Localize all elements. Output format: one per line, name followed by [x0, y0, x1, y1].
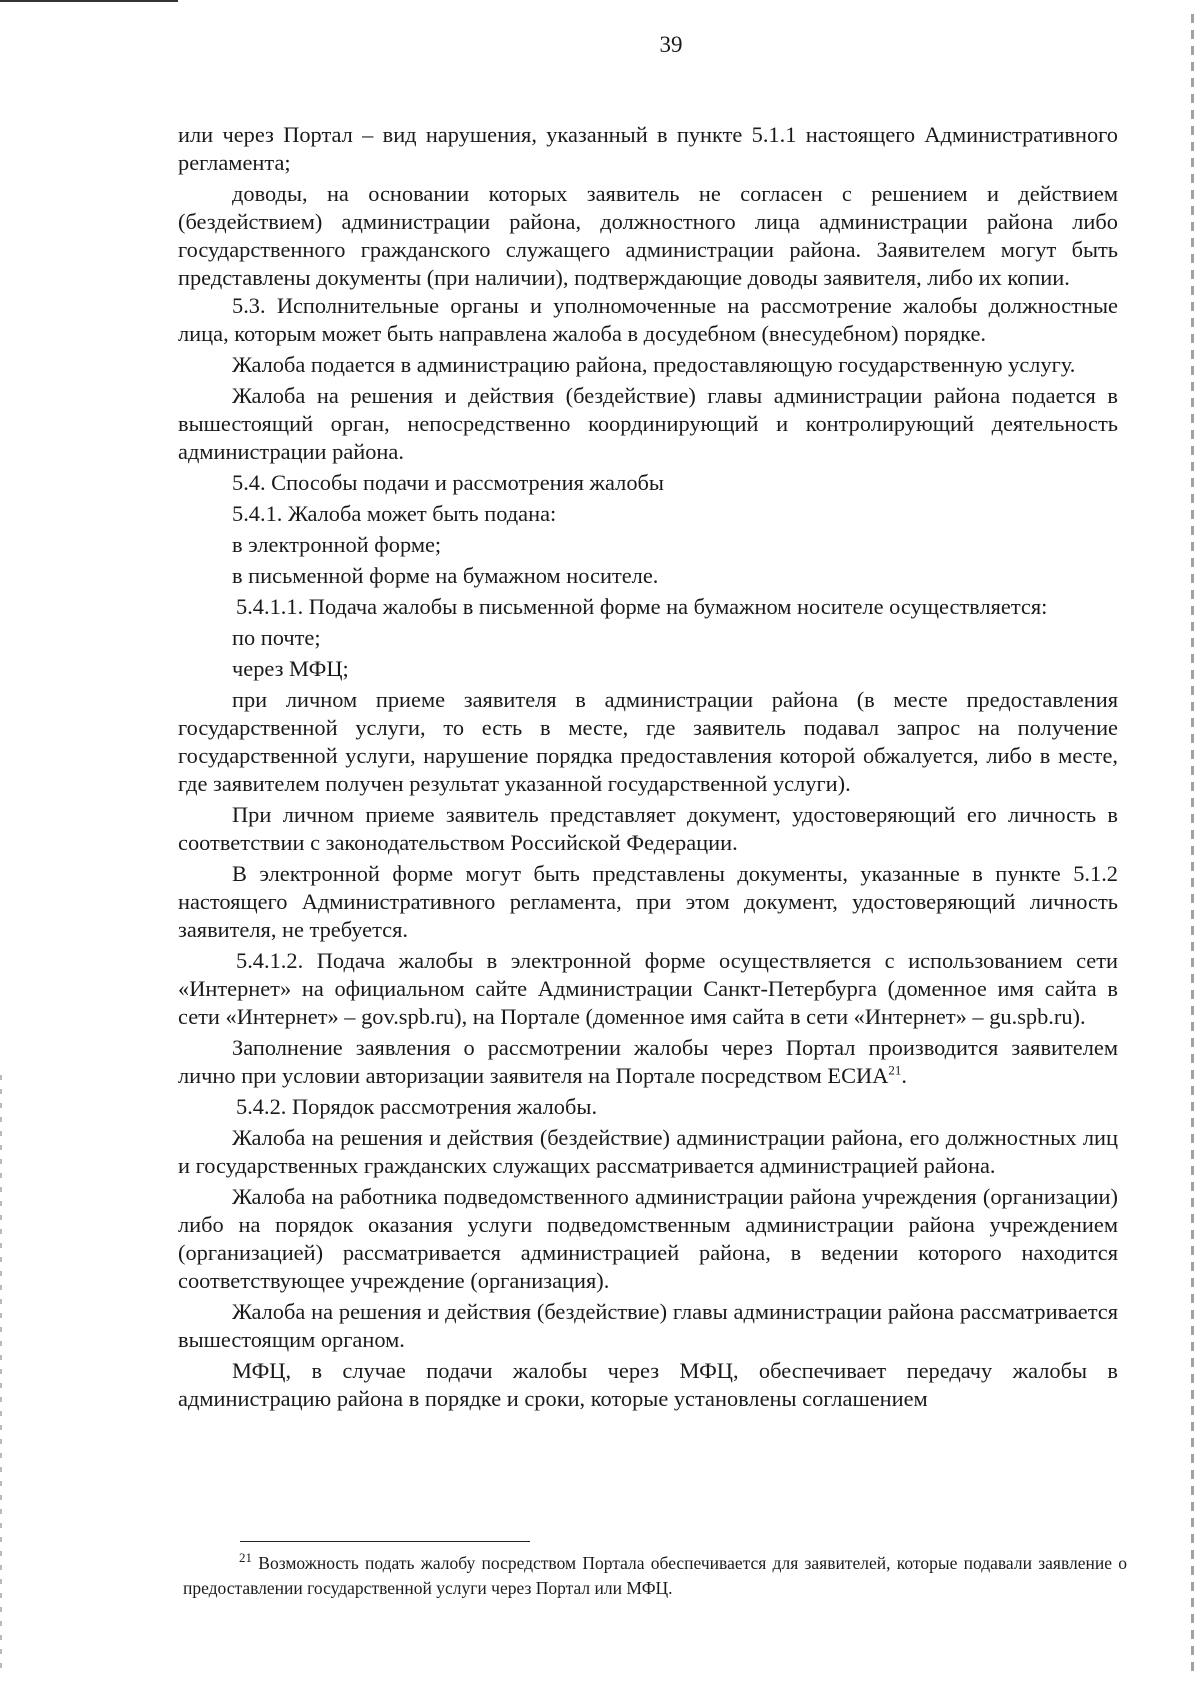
body-text — [178, 121, 1118, 1413]
list-item: при личном приеме заявителя в администрации района (в месте предоставления государственной услуги, то есть в месте, где заявитель подавал запрос на получение государственной услуги, нарушение порядка предоставления которой обжалуется, либо в месте, где заявителем получен результат указанной государственной услуги). — [178, 687, 1118, 796]
list-item: в письменной форме на бумажном носителе. — [232, 563, 659, 588]
paragraph: Жалоба на решения и действия (бездействие) администрации района, его должностных лиц и государственных гражданских служащих рассматривается администрацией района. — [178, 1125, 1118, 1178]
page-number: 39 — [659, 32, 683, 57]
paragraph: Жалоба на решения и действия (бездействие) главы администрации района рассматривается вышестоящим органом. — [178, 1299, 1118, 1352]
paragraph: Жалоба на решения и действия (бездействие) главы администрации района подается в вышестоящий орган, непосредственно координирующий и контролирующий деятельность администрации района. — [178, 383, 1118, 464]
scan-edge-line — [0, 0, 178, 2]
paragraph — [178, 1034, 1118, 1090]
list-item: по почте; — [232, 625, 321, 650]
footnote — [183, 1551, 1127, 1601]
paragraph: Жалоба подается в администрацию района, предоставляющую государственную услугу. — [232, 352, 1076, 377]
paragraph: 5.4.1.1. Подача жалобы в письменной форме на бумажном носителе осуществляется: — [236, 594, 1048, 619]
paragraph: или через Портал – вид нарушения, указанный в пункте 5.1.1 настоящего Административного регламента; — [178, 122, 1118, 175]
scan-left-edge — [0, 1075, 2, 1675]
paragraph: 5.4.1.2. Подача жалобы в электронной форме осуществляется с использованием сети «Интернет» на официальном сайте Администрации Санкт-Петербурга (доменное имя сайта в сети «Интернет» – gov.spb.ru), на Портале (доменное имя сайта в сети «Интернет» – gu.spb.ru). — [178, 948, 1118, 1029]
footnote-separator — [240, 1541, 530, 1542]
list-item: в электронной форме; — [232, 532, 442, 557]
paragraph: Жалоба на работника подведомственного администрации района учреждения (организации) либо на порядок оказания услуги подведомственным администрации района учреждением (организацией) рассматривается администрацией района, в ведении которого находится соответствующее учреждение (организация). — [178, 1184, 1118, 1293]
scan-right-edge — [1191, 14, 1194, 1674]
section-heading: 5.4.2. Порядок рассмотрения жалобы. — [236, 1094, 598, 1119]
sentence-end: . — [901, 1063, 907, 1088]
section-heading: 5.4. Способы подачи и рассмотрения жалобы — [232, 470, 664, 495]
paragraph: В электронной форме могут быть представлены документы, указанные в пункте 5.1.2 настоящего Административного регламента, при этом документ, удостоверяющий личность заявителя, не требуется. — [178, 861, 1118, 942]
paragraph: При личном приеме заявитель представляет документ, удостоверяющий его личность в соответствии с законодательством Российской Федерации. — [178, 802, 1118, 855]
list-item: через МФЦ; — [232, 656, 349, 681]
paragraph: доводы, на основании которых заявитель не согласен с решением и действием (бездействием) администрации района, должностного лица администрации района либо государственного гражданского служащего администрации района. Заявителем могут быть представлены документы (при наличии), подтверждающие доводы заявителя, либо их копии. — [178, 181, 1118, 290]
footnote-marker: 21 — [239, 1550, 252, 1566]
footnote-text: Возможность подать жалобу посредством Портала обеспечивается для заявителей, которые подавали заявление о предоставлении государственной услуги через Портал или МФЦ. — [183, 1553, 1127, 1598]
section-paragraph: 5.3. Исполнительные органы и уполномоченные на рассмотрение жалобы должностные лица, которым может быть направлена жалоба в досудебном (внесудебном) порядке. — [178, 293, 1118, 346]
paragraph: 5.4.1. Жалоба может быть подана: — [232, 501, 557, 526]
footnote-reference: 21 — [888, 1062, 902, 1078]
paragraph-text: Заполнение заявления о рассмотрении жалобы через Портал производится заявителем лично при условии авторизации заявителя на Портале посредством ЕСИА — [178, 1035, 1118, 1088]
paragraph: МФЦ, в случае подачи жалобы через МФЦ, обеспечивает передачу жалобы в администрацию района в порядке и сроки, которые установлены соглашением — [178, 1358, 1118, 1411]
